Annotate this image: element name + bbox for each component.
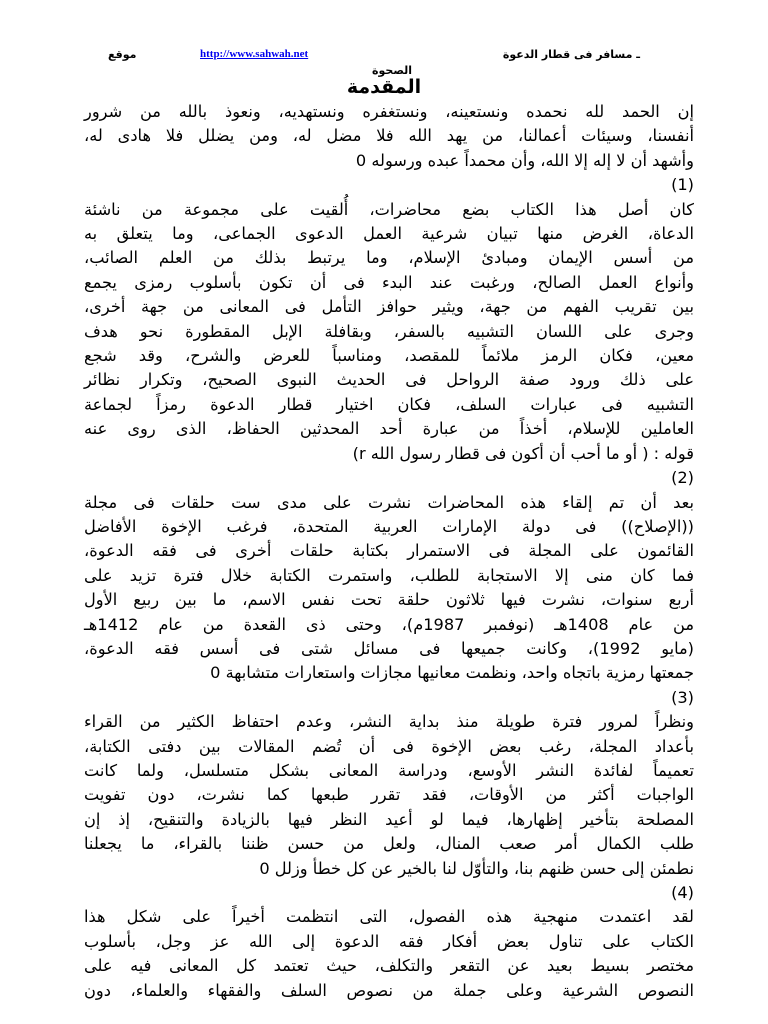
text-line: معين، فكان الرمز ملائماً للمقصد، ومناسباً للعرض والشرح، وقد شجع [84, 346, 694, 366]
text-line: إن الحمد لله نحمده ونستعينه، ونستغفره ونستهديه، ونعوذ بالله من شرور [84, 102, 694, 121]
text-line: نطمئن إلى حسن ظنهم بنا، والتأوّل لنا بالخير عن كل خطأ وزلل 0 [259, 858, 694, 878]
text-line: العاملين للإسلام، أخذاً من عبارة أحد المحدثين الحفاظ، الذى روى عنه [84, 419, 694, 439]
site-label: موقع [108, 48, 137, 61]
text-line: فما كان منى إلا الاستجابة للطلب، واستمرت الكتابة خلال فترة تزيد على [84, 565, 694, 585]
text-line: من عام 1408هـ (نوفمبر 1987م)، وحتى ذى القعدة من عام 1412هـ [84, 614, 695, 634]
text-line: بعد أن تم إلقاء هذه المحاضرات نشرت على مدى ست حلقات فى مجلة [84, 492, 694, 512]
page-header [0, 46, 768, 80]
text-line: من أسس الإيمان ومبادئ الإسلام، وما يرتبط بذلك من العلم الصائب، [84, 248, 694, 268]
text-line: قوله : ( أو ما أحب أن أكون فى قطار رسول الله r) [352, 443, 694, 463]
text-line: وأنواع العمل الصالح، ورغبت عند البدء فى أن تكون بأسلوب رمزى يجمع [84, 272, 694, 292]
section-number: (1) [671, 175, 694, 195]
text-line: بأعداد المجلة، رغب بعض الإخوة فى أن تُضم المقالات بين دفتى الكتابة، [84, 736, 694, 756]
text-line: مختصر بسيط بعيد عن التقعر والتكلف، حيث تعتمد كل المعانى فيه على [84, 956, 694, 976]
text-line: وجرى على اللسان التشبيه بالسفر، وبقافلة الإبل المقطورة نحو هدف [84, 321, 694, 341]
site-subtitle: الصحوة [372, 64, 413, 77]
text-line: الواجبات أكثر من الأوقات، فقد تقرر طبعها كما نشرت، دون تفويت [84, 785, 694, 805]
text-line: ونظراً لمرور فترة طويلة منذ بداية النشر، وعدم احتفاظ الكثير من القراء [84, 712, 694, 732]
document-body [84, 100, 694, 1003]
text-line: تعميماً لفائدة النشر الأوسع، ودراسة المعانى بشكل متسلسل، ولما كانت [84, 760, 694, 780]
text-line: القائمون على المجلة فى الاستمرار بكتابة حلقات أخرى فى فقه الدعوة، [84, 541, 694, 561]
text-line: المصلحة بتأخير إظهارها، فيما لو أعيد النظر فيها بالزيادة والتنقيح، إذ إن [84, 809, 694, 829]
section-number: (3) [671, 687, 694, 707]
text-line: وأشهد أن لا إله إلا الله، وأن محمداً عبده ورسوله 0 [355, 150, 694, 170]
site-link[interactable]: http://www.sahwah.net [200, 48, 309, 60]
text-line: ((الإصلاح)) فى دولة الإمارات العربية المتحدة، فرغب الإخوة الأفاضل [84, 516, 694, 536]
text-line: النصوص الشرعية وعلى جملة من نصوص السلف والفقهاء والعلماء، دون [84, 980, 694, 1000]
text-line: جمعتها رمزية باتجاه واحد، ونظمت معانيها مجازات واستعارات متشابهة 0 [210, 663, 694, 683]
section-number: (4) [671, 883, 694, 902]
text-line: أنفسنا، وسيئات أعمالنا، من يهد الله فلا مضل له، ومن يضلل فلا هادى له، [84, 126, 694, 146]
text-line: كان أصل هذا الكتاب بضع محاضرات، أُلقيت على مجموعة من ناشئة [84, 199, 694, 219]
text-line: (مايو 1992)، وكانت جميعها فى مسائل شتى فى أسس فقه الدعوة، [84, 638, 695, 658]
text-line: على ذلك ورود صفة الرواحل فى الحديث النبوى الصحيح، وتكرار نظائر [84, 370, 694, 390]
text-line: الدعاة، الغرض منها تبيان شرعية العمل الدعوى الجماعى، وما يتعلق به [84, 224, 694, 244]
section-number: (2) [671, 468, 694, 488]
text-line: الكتاب على تناول بعض أفكار فقه الدعوة إلى الله عز وجل، بأسلوب [84, 931, 694, 951]
book-title: ـ مسافر فى قطار الدعوة [502, 48, 640, 61]
text-line: بين تقريب الفهم من جهة، ويثير حوافز التأمل فى المعانى من جهة أخرى، [84, 297, 694, 317]
page-title: المقدمة [346, 76, 422, 98]
text-line: التشبيه فى عبارات السلف، فكان اختيار قطار الدعوة رمزاً لجماعة [84, 394, 694, 414]
text-line: أربع سنوات، نشرت فيها ثلاثون حلقة تحت نفس الاسم، ما بين ربيع الأول [84, 590, 694, 610]
text-line: طلب الكمال أمر صعب المنال، ولعل من حسن ظننا بالقراء، ما يجعلنا [84, 834, 694, 854]
text-line: لقد اعتمدت منهجية هذه الفصول، التى انتظمت أخيراً على شكل هذا [84, 907, 694, 927]
